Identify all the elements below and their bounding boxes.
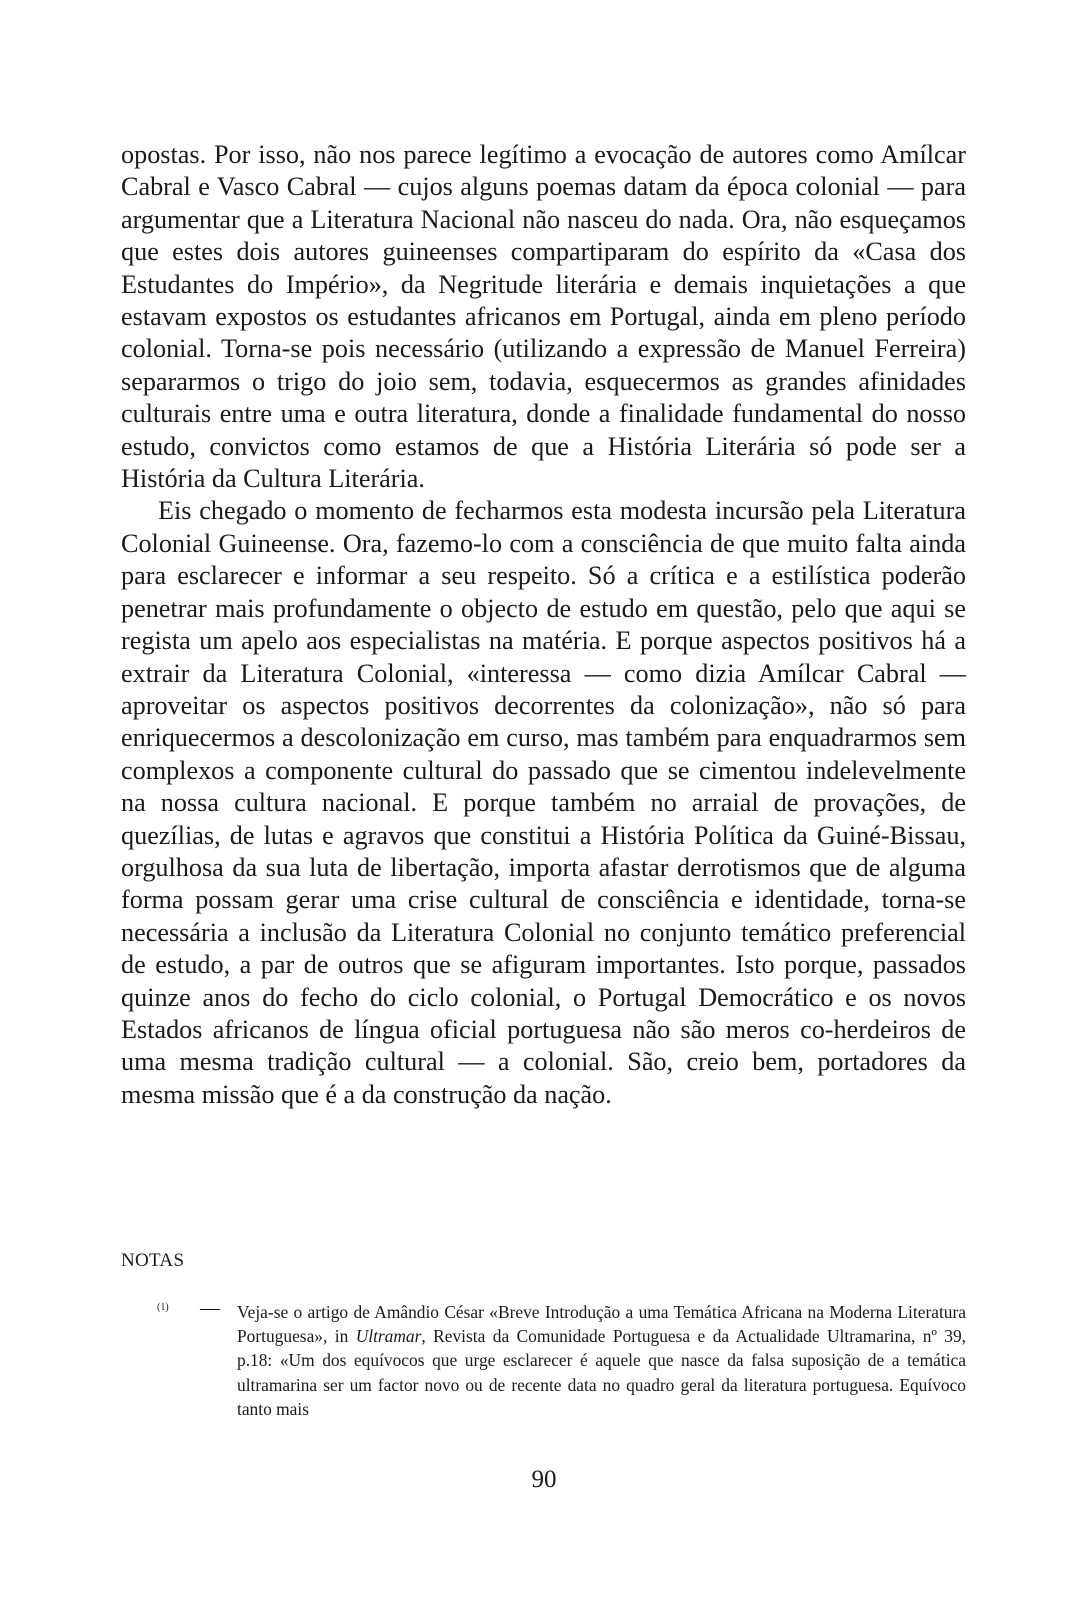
body-text [121,139,966,1111]
paragraph-continued: opostas. Por isso, não nos parece legítimo a evocação de autores como Amílcar Cabral e Vasco Cabral — cujos alguns poemas datam da época colonial — para argumentar que a Literatura Nacional não nasceu do nada. Ora, não esqueçamos que estes dois autores guineenses compartiparam do espírito da «Casa dos Estudantes do Império», da Negritude literária e demais inquietações a que estavam expostos os estudantes africanos em Portugal, ainda em pleno período colonial. Torna-se pois necessário (utilizando a expressão de Manuel Ferreira) separarmos o trigo do joio sem, todavia, esquecermos as grandes afinidades culturais entre uma e outra literatura, donde a finalidade fundamental do nosso estudo, convictos como estamos de que a História Literária só pode ser a História da Cultura Literária. [121,140,966,494]
notes-heading: NOTAS [121,1250,185,1271]
journal-title: Ultramar [355,1326,422,1347]
footnote-marker: (1) [157,1302,169,1313]
footnote-text [237,1300,966,1421]
page-number: 90 [531,1466,557,1493]
paragraph: Eis chegado o momento de fecharmos esta modesta incursão pela Literatura Colonial Guineense. Ora, fazemo-lo com a consciência de que muito falta ainda para esclarecer e informar a seu respeito. Só a crítica e a estilística poderão penetrar mais profundamente o objecto de estudo em questão, pelo que aqui se regista um apelo aos especialistas na matéria. E porque aspectos positivos há a extrair da Literatura Colonial, «interessa — como dizia Amílcar Cabral — aproveitar os aspectos positivos decorrentes da colonização», não só para enriquecermos a descolonização em curso, mas também para enquadrarmos sem complexos a componente cultural do passado que se cimentou indelevelmente na nossa cultura nacional. E porque também no arraial de provações, de quezílias, de lutas e agravos que constitui a História Política da Guiné-Bissau, orgulhosa da sua luta de libertação, importa afastar derrotismos que de alguma forma possam gerar uma crise cultural de consciência e identidade, torna-se necessária a inclusão da Literatura Colonial no conjunto temático preferencial de estudo, a par de outros que se afiguram importantes. Isto porque, passados quinze anos do fecho do ciclo colonial, o Portugal Democrático e os novos Estados africanos de língua oficial portuguesa não são meros co-herdeiros de uma mesma tradição cultural — a colonial. São, creio bem, portadores da mesma missão que é a da construção da nação. [121,496,966,1109]
footnote-dash: — [200,1297,220,1319]
footnote-text-part: , Revista da Comunidade Portuguesa e da Actualidade Ultramarina, nº 39, p.18: «Um dos equívocos que urge esclarecer é aquele que nasce da falsa suposição de a temática ultramarina ser um factor novo ou de recente data no quadro geral da literatura portuguesa. Equívoco tanto mais [237,1326,967,1419]
footnote-text-part: Veja-se o artigo de Amândio César «Breve Introdução a uma Temática Africana na Moderna Literatura Portuguesa», in [237,1302,966,1347]
